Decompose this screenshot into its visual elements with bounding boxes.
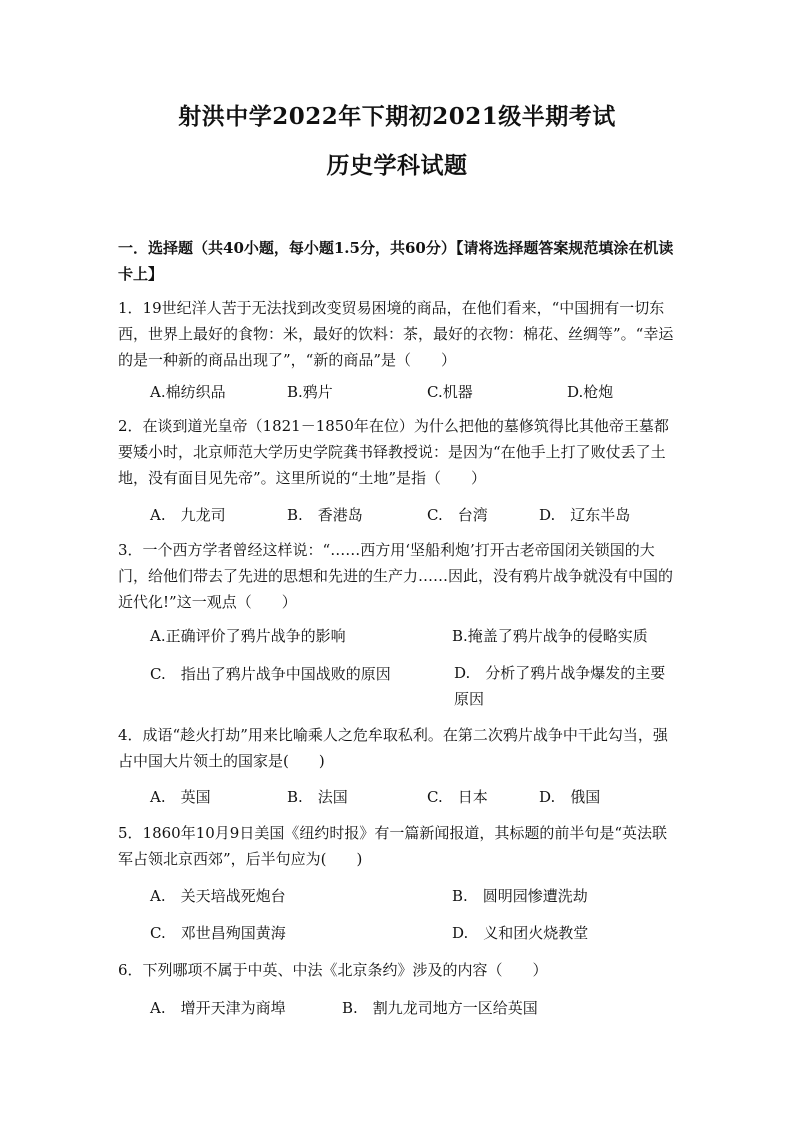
question-5-options-row2	[150, 921, 680, 945]
question-5-option-a: A. 关天培战死炮台	[150, 887, 286, 905]
question-2-option-c: C. 台湾	[427, 506, 488, 524]
question-5-option-d: D. 义和团火烧教堂	[452, 924, 589, 942]
question-3-option-a: A.正确评价了鸦片战争的影响	[150, 627, 346, 645]
question-1-options	[150, 380, 680, 404]
question-6-options	[150, 996, 680, 1020]
exam-title: 射洪中学2022年下期初2021级半期考试	[178, 103, 616, 130]
question-1-option-a: A.棉纺织品	[150, 383, 226, 401]
question-4-option-c: C. 日本	[427, 788, 488, 806]
subject-title: 历史学科试题	[326, 152, 468, 179]
question-3-option-d: D. 分析了鸦片战争爆发的主要原因	[454, 664, 666, 708]
question-2-option-d: D. 辽东半岛	[539, 506, 631, 524]
question-4-option-d: D. 俄国	[539, 788, 601, 806]
question-4-stem: 4．成语“趁火打劫”用来比喻乘人之危牟取私利。在第二次鸦片战争中干此勾当，强占中国大片领土的国家是( )	[118, 726, 668, 770]
question-3-option-b: B.掩盖了鸦片战争的侵略实质	[452, 627, 648, 645]
question-2-option-a: A. 九龙司	[150, 506, 226, 524]
question-5-stem: 5．1860年10月9日美国《纽约时报》有一篇新闻报道，其标题的前半句是“英法联军占领北京西郊”，后半句应为( )	[118, 824, 668, 868]
question-6-option-a: A. 增开天津为商埠	[150, 999, 286, 1017]
question-6-stem: 6．下列哪项不属于中英、中法《北京条约》涉及的内容（ ）	[118, 961, 548, 979]
question-3-option-d-block	[118, 660, 678, 712]
question-3-stem: 3．一个西方学者曾经这样说：“……西方用‘坚船利炮’打开古老帝国闭关锁国的大门，给他们带去了先进的思想和先进的生产力……因此，没有鸦片战争就没有中国的近代化!”这一观点（ ）	[118, 541, 674, 611]
question-6-option-b: B. 割九龙司地方一区给英国	[342, 999, 538, 1017]
question-1-option-c: C.机器	[427, 383, 473, 401]
question-4-option-a: A. 英国	[150, 788, 211, 806]
question-5-option-c: C. 邓世昌殉国黄海	[150, 924, 286, 942]
question-5-options-row1	[150, 884, 680, 908]
question-4-options	[150, 785, 680, 809]
question-1-option-b: B.鸦片	[287, 383, 333, 401]
question-5-option-b: B. 圆明园惨遭洗劫	[452, 887, 588, 905]
question-2-options	[150, 503, 680, 527]
question-4-option-b: B. 法国	[287, 788, 348, 806]
question-2-stem: 2．在谈到道光皇帝（1821－1850年在位）为什么把他的墓修筑得比其他帝王墓都要矮小时，北京师范大学历史学院龚书铎教授说：是因为“在他手上打了败仗丢了土地，没有面目见先帝”。这里所说的“土地”是指（ ）	[118, 417, 669, 487]
section-heading: 一．选择题（共40小题，每小题1.5分，共60分）【请将选择题答案规范填涂在机读卡上】	[118, 239, 674, 283]
question-3-options-row1	[150, 624, 680, 648]
question-2-option-b: B. 香港岛	[287, 506, 363, 524]
question-1-stem: 1．19世纪洋人苦于无法找到改变贸易困境的商品，在他们看来，“中国拥有一切东西，世界上最好的食物：米，最好的饮料：茶，最好的衣物：棉花、丝绸等”。“幸运的是一种新的商品出现了”，“新的商品”是（ ）	[118, 299, 674, 369]
question-3-option-c: C. 指出了鸦片战争中国战败的原因	[150, 665, 391, 683]
question-1-option-d: D.枪炮	[567, 383, 614, 401]
